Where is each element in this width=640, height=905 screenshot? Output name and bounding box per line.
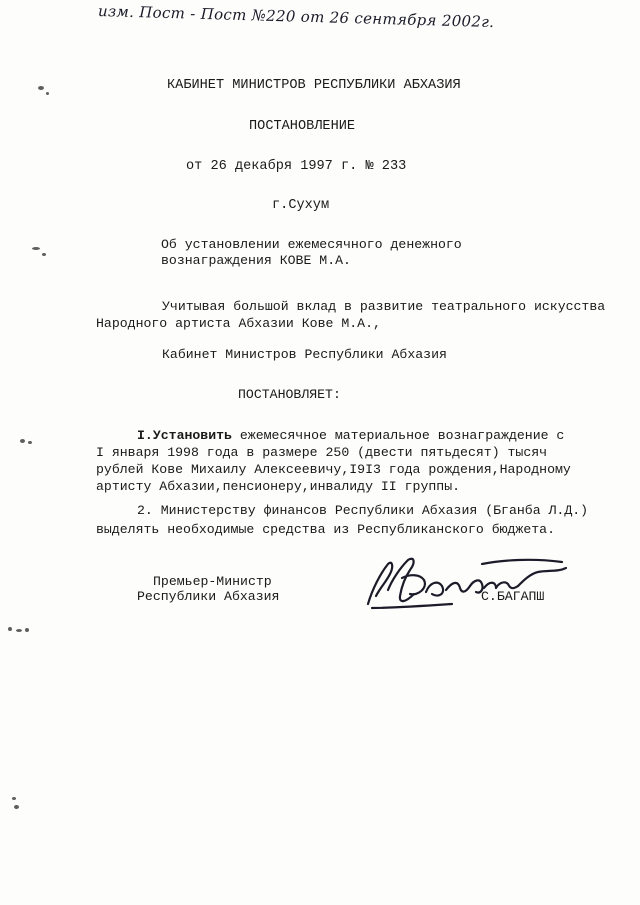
clause-2-line-1: 2. Министерству финансов Республики Абхазия (Бганба Л.Д.) — [137, 503, 589, 518]
scan-speck — [8, 627, 12, 631]
scan-speck — [12, 797, 16, 800]
clause-2-line-2: выделять необходимые средства из Республиканского бюджета. — [96, 522, 555, 537]
signer-name: С.БАГАПШ — [481, 589, 545, 604]
date-number-line: от 26 декабря 1997 г. № 233 — [186, 159, 407, 174]
scan-speck — [28, 441, 32, 444]
document-type-heading: ПОСТАНОВЛЕНИЕ — [249, 119, 356, 134]
clause-1-rest: ежемесячное материальное вознаграждение с — [231, 428, 565, 443]
resolves-heading: ПОСТАНОВЛЯЕТ: — [238, 387, 341, 402]
scan-speck — [20, 439, 25, 443]
organization-heading: КАБИНЕТ МИНИСТРОВ РЕСПУБЛИКИ АБХАЗИЯ — [167, 78, 461, 93]
preamble-line-1: Учитывая большой вклад в развитие театрального искусства — [162, 299, 606, 314]
preamble-line-2: Народного артиста Абхазии Кове М.А., — [96, 316, 381, 331]
signatory-title-line-1: Премьер-Министр — [153, 574, 272, 589]
signatory-title-line-2: Республики Абхазия — [137, 589, 280, 604]
scan-speck — [46, 92, 49, 95]
scan-speck — [25, 628, 29, 632]
clause-1-line-1 — [137, 428, 564, 444]
scan-speck — [32, 247, 40, 250]
clause-1-line-2: I января 1998 года в размере 250 (двести пятьдесят) тысяч — [96, 445, 548, 460]
handwritten-signature — [362, 552, 574, 612]
clause-1-line-4: артисту Абхазии,пенсионеру,инвалиду II группы. — [96, 479, 461, 494]
clause-1-lead: Установить — [152, 428, 232, 443]
scan-speck — [42, 253, 46, 256]
handwritten-annotation: изм. Пост - Пост №220 от 26 сентября 2002г. — [97, 2, 495, 32]
subject-line-1: Об установлении ежемесячного денежного — [161, 237, 462, 252]
clause-1-number: I. — [137, 428, 153, 443]
city-line: г.Сухум — [272, 198, 330, 213]
scan-speck — [16, 629, 22, 632]
authority-line: Кабинет Министров Республики Абхазия — [162, 347, 447, 362]
scan-speck — [14, 805, 19, 809]
scan-speck — [38, 86, 44, 90]
clause-1-line-3: рублей Кове Михаилу Алексеевичу,I9I3 года рождения,Народному — [96, 462, 571, 477]
subject-line-2: вознаграждения КОВЕ М.А. — [161, 253, 351, 268]
